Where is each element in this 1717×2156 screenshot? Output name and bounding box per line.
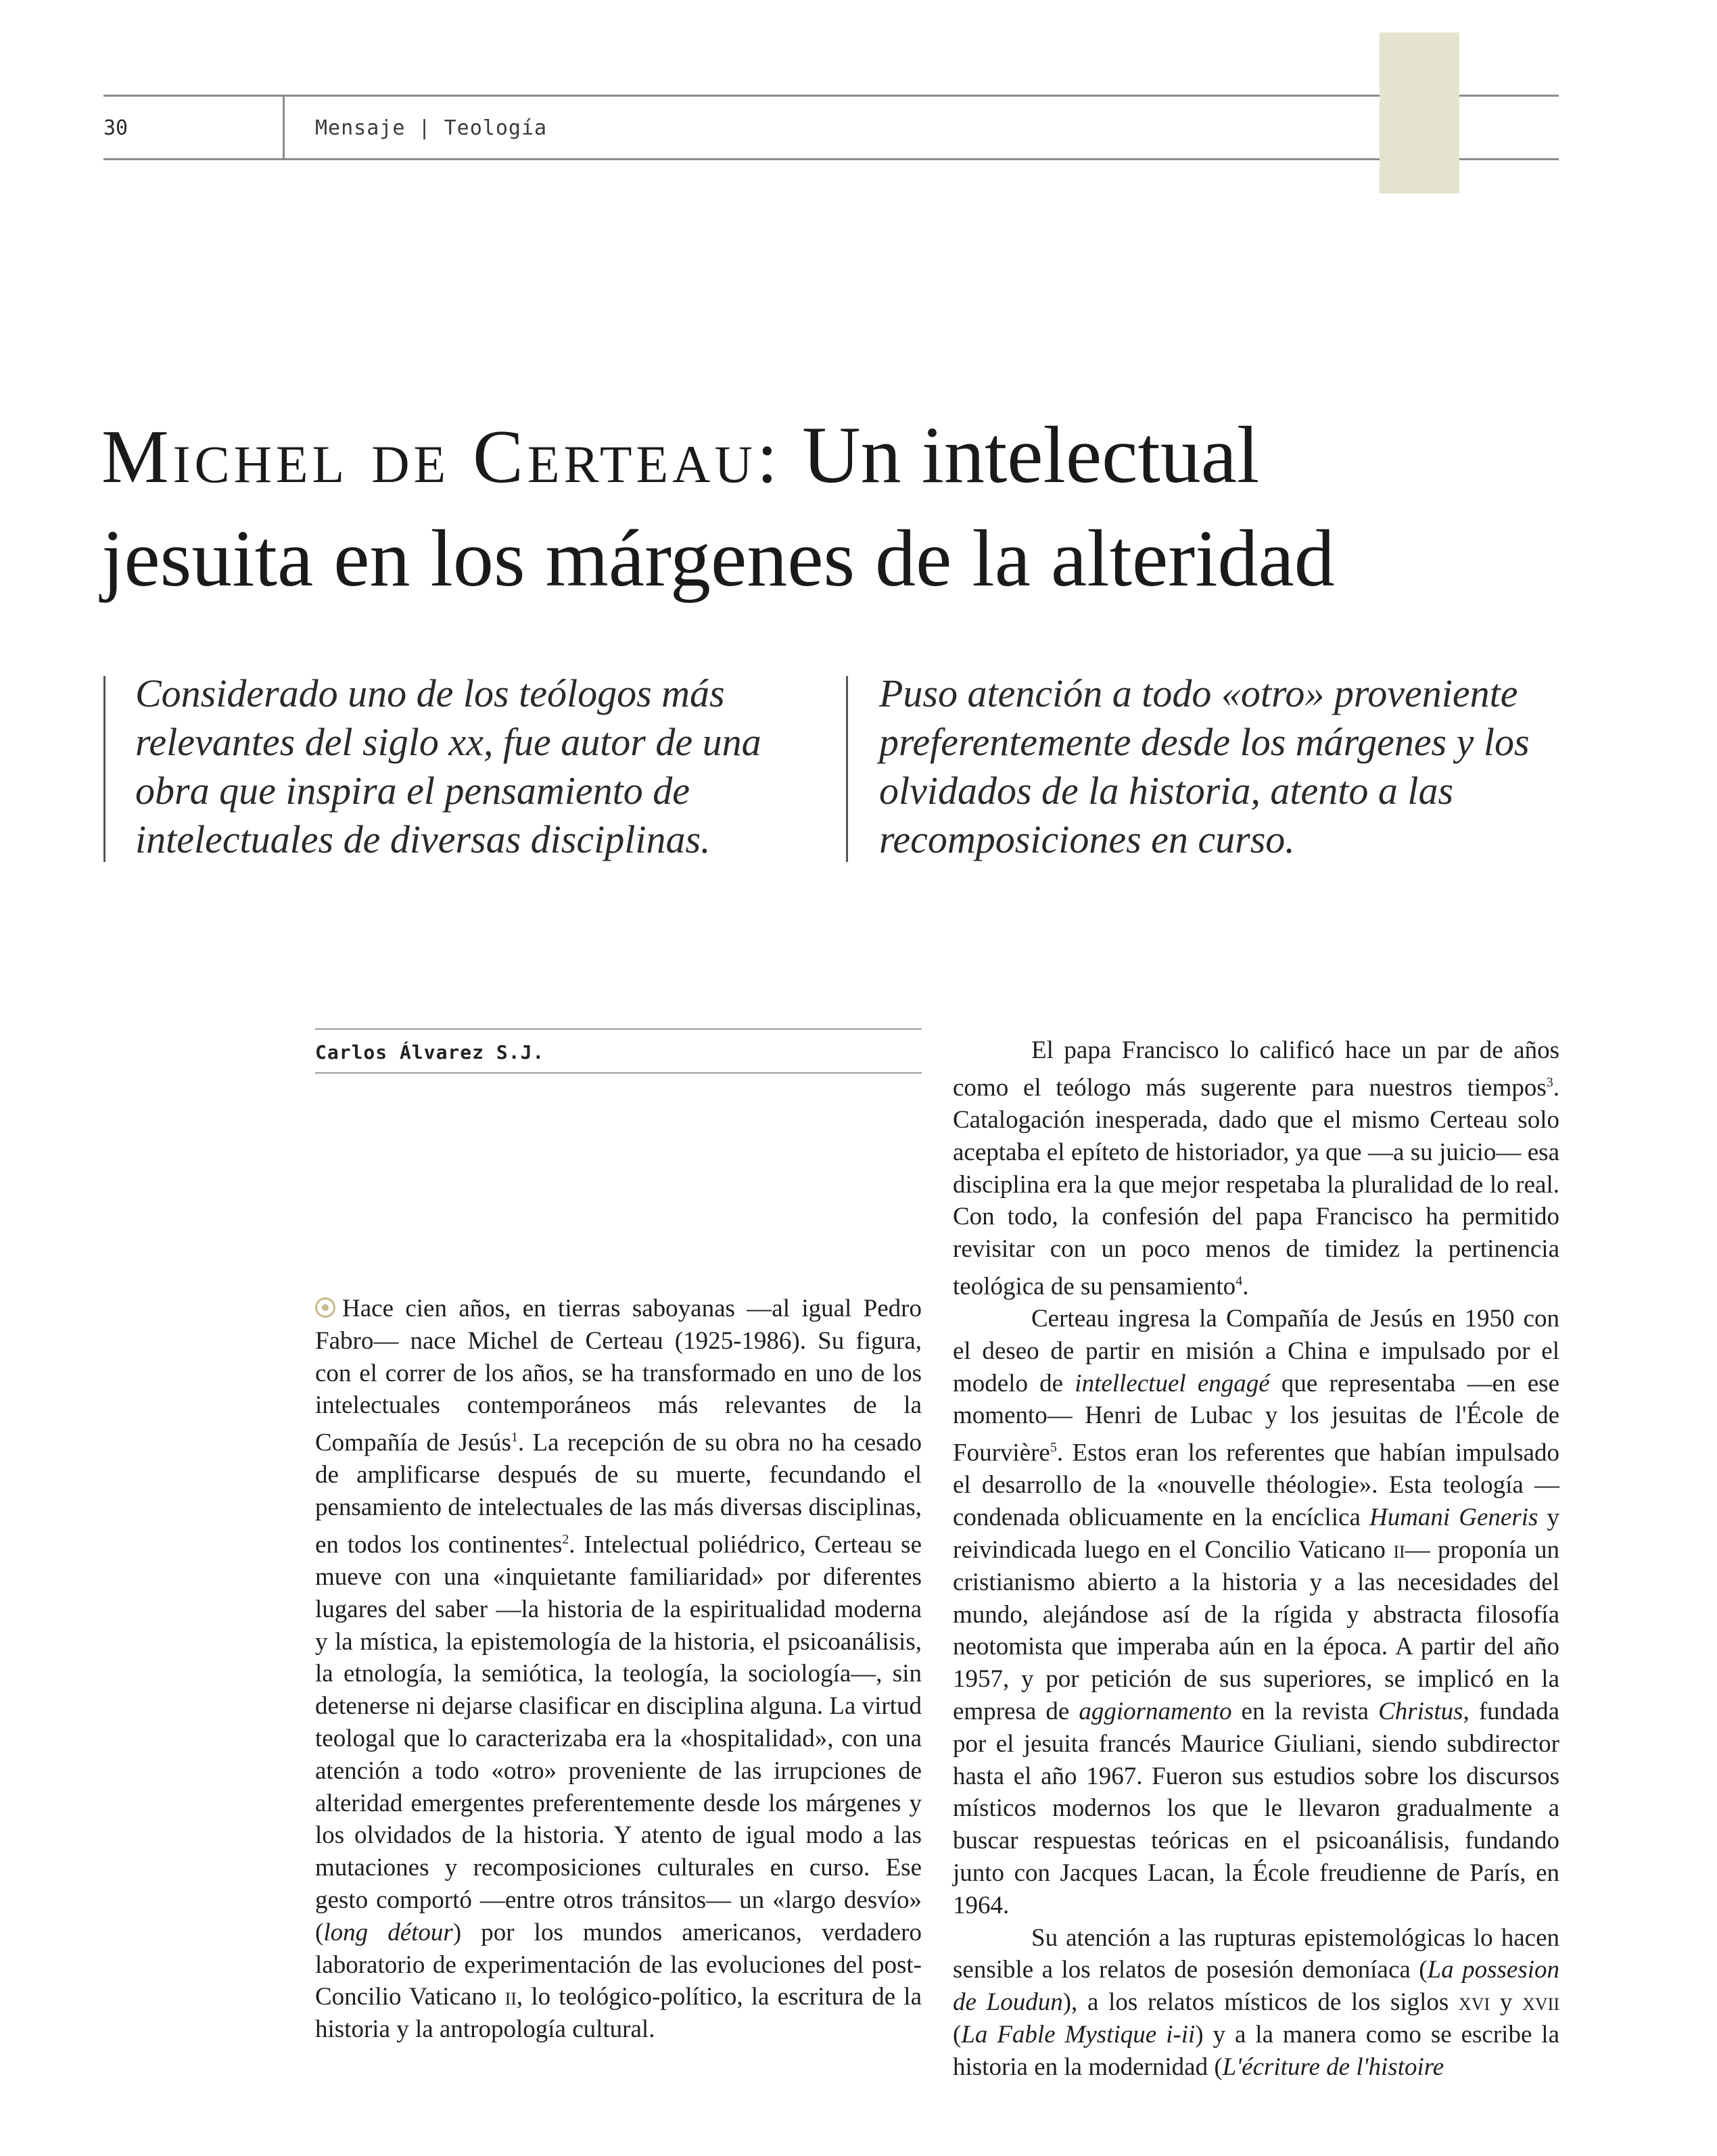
deck-right: Puso atención a todo «otro» proveniente preferentemente desde los márgenes y los olvidados de la historia, atento a las recomposiciones en curso. bbox=[879, 671, 1530, 861]
byline-top-rule bbox=[315, 1028, 922, 1030]
body-paragraph: Su atención a las rupturas epistemológicas lo hacen sensible a los relatos de posesión demoníaca (La possesion de Loudun), a los relatos místicos de los siglos xvi y xvii (La Fable Mystique i-ii) y a la manera como se escribe la historia en la modernidad (L'écriture de l'histoire bbox=[953, 1923, 1560, 2081]
deck-left: Considerado uno de los teólogos más relevantes del siglo xx, fue autor de una obra que inspira el pensamiento de intelectuales de diversas disciplinas. bbox=[135, 671, 761, 861]
body-paragraph: El papa Francisco lo calificó hace un par de años como el teólogo más sugerente para nuestros tiempos$^3$. Catalogación inesperada, dado que el mismo Certeau solo aceptaba el epíteto de historiador, ya que —a su juicio— esa disciplina era la que mejor respetaba la pluralidad de lo real. Con todo, la confesión del papa Francisco ha permitido revisitar con un poco menos de timidez la pertinencia teológica de su pensamiento$^4$. bbox=[953, 1036, 1559, 1301]
running-header: Mensaje | Teología bbox=[315, 116, 548, 140]
header-divider bbox=[283, 95, 285, 160]
title-line1-rest: Un intelectual bbox=[781, 410, 1260, 500]
title-line2: jesuita en los márgenes de la alteridad bbox=[101, 513, 1335, 603]
body-column-2 bbox=[953, 1034, 1559, 2083]
footnote-ref: 3 bbox=[1546, 1074, 1553, 1090]
author-byline: Carlos Álvarez S.J. bbox=[315, 1041, 545, 1063]
header-top-rule bbox=[103, 95, 1559, 97]
footnote-ref: 4 bbox=[1236, 1273, 1243, 1289]
title-name: Michel de Certeau: bbox=[101, 415, 782, 499]
footnote-ref: 5 bbox=[1050, 1440, 1057, 1456]
page-number: 30 bbox=[103, 116, 128, 140]
deck-left-bar bbox=[103, 676, 105, 862]
body-column-1 bbox=[315, 1293, 922, 2046]
byline-bottom-rule bbox=[315, 1072, 922, 1074]
body-paragraph: Hace cien años, en tierras saboyanas —al igual Pedro Fabro— nace Michel de Certeau (1925-1986). Su figura, con el correr de los años, se ha transformado en uno de los intelectuales contemporáneos más relevantes de la Compañía de Jesús$^1$. La recepción de su obra no ha cesado de amplificarse después de su muerte, fecundando el pensamiento de intelectuales de las más diversas disciplinas, en todos los continentes$^2$. Intelectual poliédrico, Certeau se mueve con una «inquietante familiaridad» por diferentes lugares del saber —la historia de la espiritualidad moderna y la mística, la epistemología de la historia, el psicoanálisis, la etnología, la semiótica, la teología, la sociología—, sin detenerse ni dejarse clasificar en disciplina alguna. La virtud teologal que lo caracterizaba era la «hospitalidad», con una atención a todo «otro» proveniente de las irrupciones de alteridad emergentes preferentemente desde los márgenes y los olvidados de la historia. Y atento de igual modo a las mutaciones y recomposiciones culturales en curso. Ese gesto comportó —entre otros tránsitos— un «largo desvío» (long détour) por los mundos americanos, verdadero laboratorio de experimentación de las evoluciones del post-Concilio Vaticano ii, lo teológico-político, la escritura de la historia y la antropología cultural. bbox=[315, 1295, 922, 2044]
footnote-ref: 1 bbox=[511, 1430, 518, 1445]
footnote-ref: 2 bbox=[562, 1531, 569, 1547]
ornament-icon bbox=[315, 1297, 335, 1318]
section-tab-marker bbox=[1380, 32, 1459, 193]
body-paragraph: Certeau ingresa la Compañía de Jesús en 1950 con el deseo de partir en misión a China e impulsado por el modelo de intellectuel engagé que representaba —en ese momento— Henri de Lubac y los jesuitas de l'École de Fourvière$^5$. Estos eran los referentes que habían impulsado el desarrollo de la «nouvelle théologie». Esta teología —condenada oblicuamente en la encíclica Humani Generis y reivindicada luego en el Concilio Vaticano ii— proponía un cristianismo abierto a la historia y a las necesidades del mundo, alejándose así de la rígida y abstracta filosofía neotomista que imperaba aún en la época. A partir del año 1957, y por petición de sus superiores, se implicó en la empresa de aggiornamento en la revista Christus, fundada por el jesuita francés Maurice Giuliani, siendo subdirector hasta el año 1967. Fueron sus estudios sobre los discursos místicos modernos los que le llevaron gradualmente a buscar respuestas teóricas en el psicoanálisis, fundando junto con Jacques Lacan, la École freudienne de París, en 1964. bbox=[953, 1305, 1559, 1919]
article-title bbox=[101, 404, 1555, 609]
header-bottom-rule bbox=[103, 158, 1559, 160]
deck-right-bar bbox=[846, 676, 848, 862]
